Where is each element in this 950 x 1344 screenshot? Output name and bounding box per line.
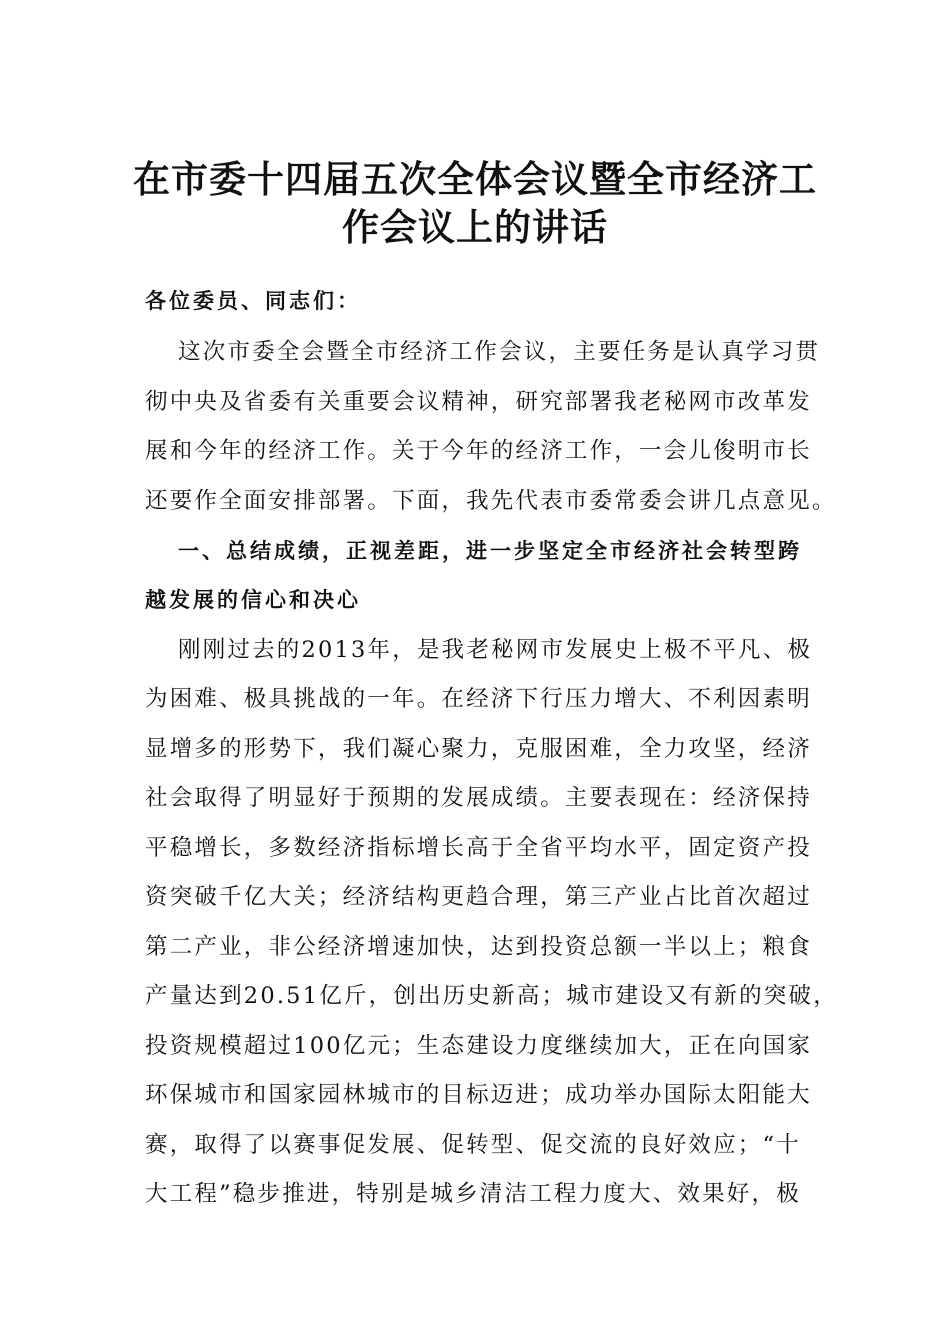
paragraph2-line-2: 为困难、极具挑战的一年。在经济下行压力增大、不利因素明 (145, 686, 812, 712)
salutation: 各位委员、同志们： (145, 289, 361, 313)
section1-heading-line-2: 越发展的信心和决心 (145, 588, 361, 612)
title-line-2: 作会议上的讲话 (342, 206, 608, 249)
paragraph2-line-6: 资突破千亿大关；经济结构更趋合理，第三产业占比首次超过 (145, 884, 812, 910)
paragraph2-line-7: 第二产业，非公经济增速加快，达到投资总额一半以上；粮食 (145, 934, 812, 960)
paragraph2-line-9: 投资规模超过100亿元；生态建设力度继续加大，正在向国家 (145, 1033, 813, 1059)
paragraph1-line-1: 这次市委全会暨全市经济工作会议，主要任务是认真学习贯 (178, 339, 821, 365)
paragraph1-line-2: 彻中央及省委有关重要会议精神，研究部署我老秘网市改革发 (145, 389, 812, 415)
paragraph2-line-11: 赛，取得了以赛事促发展、促转型、促交流的良好效应；“十 (145, 1132, 801, 1158)
paragraph1-line-4: 还要作全面安排部署。下面，我先代表市委常委会讲几点意见。 (145, 488, 837, 514)
paragraph2-line-8: 产量达到20.51亿斤，创出历史新高；城市建设又有新的突破， (145, 983, 838, 1009)
paragraph2-line-1: 刚刚过去的2013年，是我老秘网市发展史上极不平凡、极 (178, 637, 813, 663)
paragraph2-line-3: 显增多的形势下，我们凝心聚力，克服困难，全力攻坚，经济 (145, 736, 812, 762)
section1-heading-line-1: 一、总结成绩，正视差距，进一步坚定全市经济社会转型跨 (178, 539, 802, 563)
paragraph2-line-4: 社会取得了明显好于预期的发展成绩。主要表现在：经济保持 (145, 785, 812, 811)
paragraph2-line-10: 环保城市和国家园林城市的目标迈进；成功举办国际太阳能大 (145, 1082, 812, 1108)
title-line-1: 在市委十四届五次全体会议暨全市经济工 (133, 158, 817, 201)
paragraph1-line-3: 展和今年的经济工作。关于今年的经济工作，一会儿俊明市长 (145, 438, 812, 464)
paragraph2-line-5: 平稳增长，多数经济指标增长高于全省平均水平，固定资产投 (145, 835, 812, 861)
paragraph2-line-12: 大工程”稳步推进，特别是城乡清洁工程力度大、效果好，极 (145, 1181, 801, 1207)
